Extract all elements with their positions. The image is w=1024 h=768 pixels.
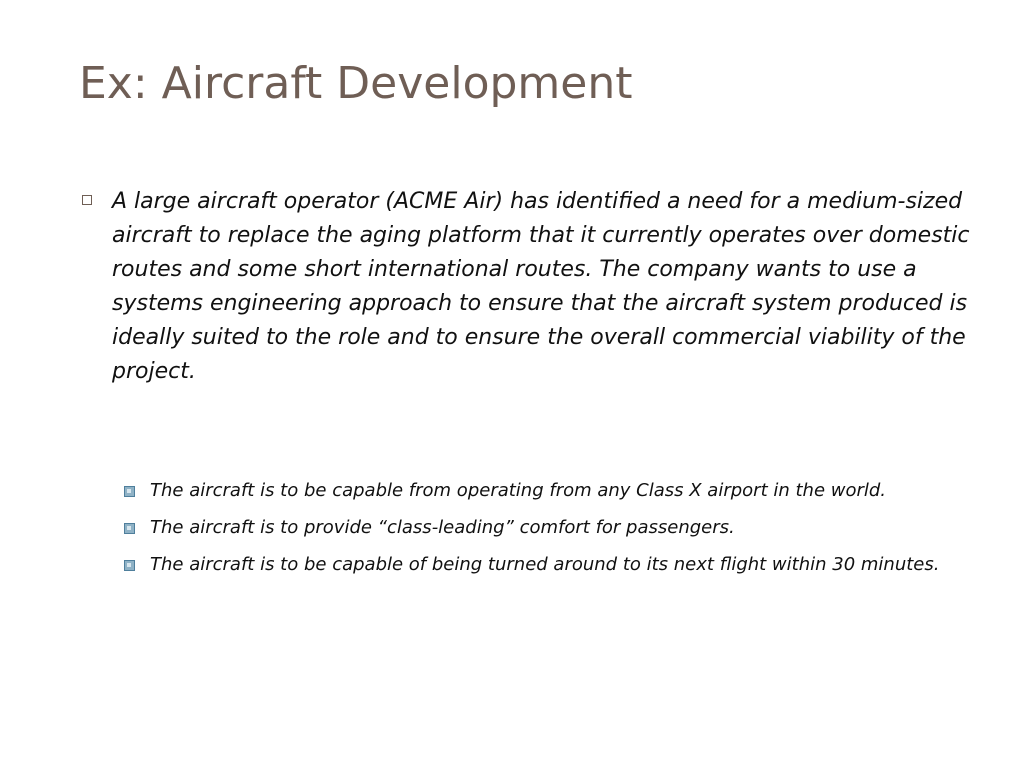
sub-bullet-item — [124, 476, 944, 505]
filled-square-bullet-icon — [124, 560, 135, 571]
filled-square-bullet-icon — [124, 523, 135, 534]
filled-square-bullet-icon — [124, 486, 135, 497]
main-bullet-text: A large aircraft operator (ACME Air) has identified a need for a medium-sized aircraft to replace the aging platform that it currently operates over domestic routes and some short international routes. The company wants to use a systems engineering approach to ensure that the aircraft system produced is ideally suited to the role and to ensure the overall commercial viability of the project. — [112, 189, 970, 384]
sub-bullet-text: The aircraft is to provide “class-leading” comfort for passengers. — [150, 517, 735, 538]
sub-bullet-item — [124, 513, 944, 542]
sub-bullet-text: The aircraft is to be capable of being turned around to its next flight within 30 minutes. — [150, 554, 940, 575]
sub-bullet-item — [124, 550, 944, 579]
hollow-square-bullet-icon — [82, 195, 92, 205]
sub-bullet-list — [124, 476, 944, 587]
main-bullet — [82, 185, 982, 389]
slide-title: Ex: Aircraft Development — [79, 58, 633, 109]
sub-bullet-text: The aircraft is to be capable from operating from any Class X airport in the world. — [150, 480, 887, 501]
